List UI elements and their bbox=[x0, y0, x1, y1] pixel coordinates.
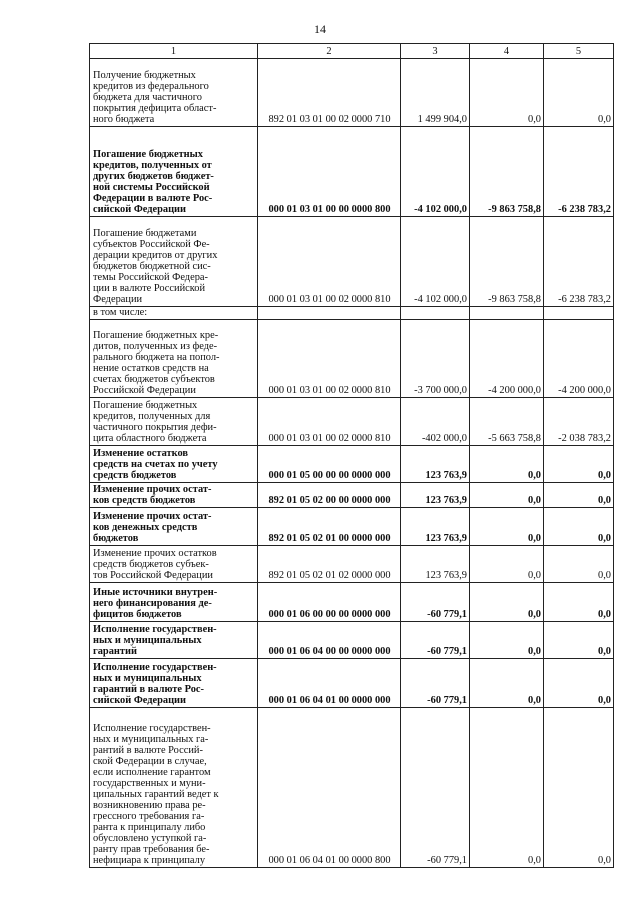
row-name-cell: Исполнение государствен- ных и муниципальных га- рантий в валюте Россий- ской Федерации в случае, если исполнение гарантом государственных и муни- ципальных гарантий ведет к возникновению права ре- грессного требования га- ранта к принципалу либо обусловлено уступкой га- ранту прав требования бе- нефициара к принципалу bbox=[90, 708, 258, 868]
row-value-col5: 0,0 bbox=[544, 446, 614, 483]
column-header-3: 3 bbox=[401, 44, 470, 59]
row-name-cell: Изменение прочих остат- ков денежных средств бюджетов bbox=[90, 508, 258, 546]
row-value-col4: 0,0 bbox=[470, 546, 544, 583]
table-row bbox=[90, 398, 614, 446]
table-row bbox=[90, 59, 614, 127]
row-value-col3: 123 763,9 bbox=[401, 546, 470, 583]
row-value-col5: 0,0 bbox=[544, 483, 614, 508]
row-value-col4: 0,0 bbox=[470, 446, 544, 483]
row-value-col5: -6 238 783,2 bbox=[544, 127, 614, 217]
row-value-col3: -60 779,1 bbox=[401, 659, 470, 708]
row-value-col4: -9 863 758,8 bbox=[470, 217, 544, 307]
row-value-col4: 0,0 bbox=[470, 622, 544, 659]
row-name-cell: Погашение бюджетных кре- дитов, полученных из феде- рального бюджета на попол- нение остатков средств на счетах бюджетов субъектов Российской Федерации bbox=[90, 320, 258, 398]
row-value-col4 bbox=[470, 307, 544, 320]
row-name-cell: Исполнение государствен- ных и муниципальных гарантий bbox=[90, 622, 258, 659]
table-row bbox=[90, 127, 614, 217]
row-value-col3: -60 779,1 bbox=[401, 583, 470, 622]
row-name-cell: Иные источники внутрен- него финансирования де- фицитов бюджетов bbox=[90, 583, 258, 622]
row-value-col3: -60 779,1 bbox=[401, 708, 470, 868]
row-value-col5: -2 038 783,2 bbox=[544, 398, 614, 446]
column-header-4: 4 bbox=[470, 44, 544, 59]
column-header-1: 1 bbox=[90, 44, 258, 59]
row-code-cell: 000 01 06 04 00 00 0000 000 bbox=[258, 622, 401, 659]
row-value-col4: 0,0 bbox=[470, 508, 544, 546]
row-name-cell: Погашение бюджетами субъектов Российской Фе- дерации кредитов от других бюджетов бюджетной сис- темы Российской Федера- ции в валюте Российской Федерации bbox=[90, 217, 258, 307]
row-value-col3: 123 763,9 bbox=[401, 483, 470, 508]
row-code-cell: 000 01 03 01 00 02 0000 810 bbox=[258, 398, 401, 446]
row-value-col3: -402 000,0 bbox=[401, 398, 470, 446]
row-code-cell: 000 01 03 01 00 00 0000 800 bbox=[258, 127, 401, 217]
row-value-col4: -4 200 000,0 bbox=[470, 320, 544, 398]
row-name-cell: Получение бюджетных кредитов из федерального бюджета для частичного покрытия дефицита област- ного бюджета bbox=[90, 59, 258, 127]
table-row bbox=[90, 622, 614, 659]
table-row bbox=[90, 483, 614, 508]
row-value-col5 bbox=[544, 307, 614, 320]
row-value-col3: -4 102 000,0 bbox=[401, 217, 470, 307]
row-value-col5: 0,0 bbox=[544, 708, 614, 868]
row-code-cell: 892 01 05 02 01 00 0000 000 bbox=[258, 508, 401, 546]
table-row bbox=[90, 446, 614, 483]
row-value-col5: 0,0 bbox=[544, 583, 614, 622]
table-row bbox=[90, 659, 614, 708]
page-number: 14 bbox=[314, 22, 326, 36]
table-row bbox=[90, 508, 614, 546]
row-value-col4: -5 663 758,8 bbox=[470, 398, 544, 446]
row-value-col3 bbox=[401, 307, 470, 320]
row-value-col5: -6 238 783,2 bbox=[544, 217, 614, 307]
row-value-col3: 123 763,9 bbox=[401, 446, 470, 483]
table-row bbox=[90, 217, 614, 307]
budget-sources-table bbox=[89, 43, 614, 868]
row-value-col5: 0,0 bbox=[544, 508, 614, 546]
row-name-cell: Погашение бюджетных кредитов, полученных от других бюджетов бюджет- ной системы Российской Федерации в валюте Рос- сийской Федерации bbox=[90, 127, 258, 217]
row-value-col3: -60 779,1 bbox=[401, 622, 470, 659]
row-name-cell: Изменение остатков средств на счетах по учету средств бюджетов bbox=[90, 446, 258, 483]
row-name-cell: в том числе: bbox=[90, 307, 258, 320]
table-row bbox=[90, 708, 614, 868]
row-name-cell: Погашение бюджетных кредитов, полученных для частичного покрытия дефи- цита областного бюджета bbox=[90, 398, 258, 446]
row-code-cell: 000 01 06 00 00 00 0000 000 bbox=[258, 583, 401, 622]
row-value-col5: 0,0 bbox=[544, 59, 614, 127]
row-value-col4: 0,0 bbox=[470, 483, 544, 508]
row-value-col3: -3 700 000,0 bbox=[401, 320, 470, 398]
table-row bbox=[90, 583, 614, 622]
row-value-col5: 0,0 bbox=[544, 546, 614, 583]
column-header-5: 5 bbox=[544, 44, 614, 59]
row-value-col3: -4 102 000,0 bbox=[401, 127, 470, 217]
row-value-col5: 0,0 bbox=[544, 622, 614, 659]
row-code-cell: 892 01 03 01 00 02 0000 710 bbox=[258, 59, 401, 127]
row-name-cell: Изменение прочих остат- ков средств бюджетов bbox=[90, 483, 258, 508]
row-value-col3: 1 499 904,0 bbox=[401, 59, 470, 127]
row-value-col4: 0,0 bbox=[470, 708, 544, 868]
row-code-cell: 000 01 05 00 00 00 0000 000 bbox=[258, 446, 401, 483]
row-code-cell: 000 01 03 01 00 02 0000 810 bbox=[258, 320, 401, 398]
table-header-row bbox=[90, 44, 614, 59]
row-value-col4: 0,0 bbox=[470, 583, 544, 622]
table-row bbox=[90, 307, 614, 320]
row-code-cell: 892 01 05 02 01 02 0000 000 bbox=[258, 546, 401, 583]
row-name-cell: Изменение прочих остатков средств бюджетов субъек- тов Российской Федерации bbox=[90, 546, 258, 583]
row-value-col4: 0,0 bbox=[470, 59, 544, 127]
row-name-cell: Исполнение государствен- ных и муниципальных гарантий в валюте Рос- сийской Федерации bbox=[90, 659, 258, 708]
row-code-cell: 000 01 06 04 01 00 0000 000 bbox=[258, 659, 401, 708]
row-value-col5: 0,0 bbox=[544, 659, 614, 708]
row-value-col3: 123 763,9 bbox=[401, 508, 470, 546]
row-code-cell: 892 01 05 02 00 00 0000 000 bbox=[258, 483, 401, 508]
row-value-col4: -9 863 758,8 bbox=[470, 127, 544, 217]
row-code-cell: 000 01 03 01 00 02 0000 810 bbox=[258, 217, 401, 307]
row-code-cell bbox=[258, 307, 401, 320]
row-value-col4: 0,0 bbox=[470, 659, 544, 708]
table-row bbox=[90, 546, 614, 583]
table-row bbox=[90, 320, 614, 398]
row-value-col5: -4 200 000,0 bbox=[544, 320, 614, 398]
column-header-2: 2 bbox=[258, 44, 401, 59]
row-code-cell: 000 01 06 04 01 00 0000 800 bbox=[258, 708, 401, 868]
